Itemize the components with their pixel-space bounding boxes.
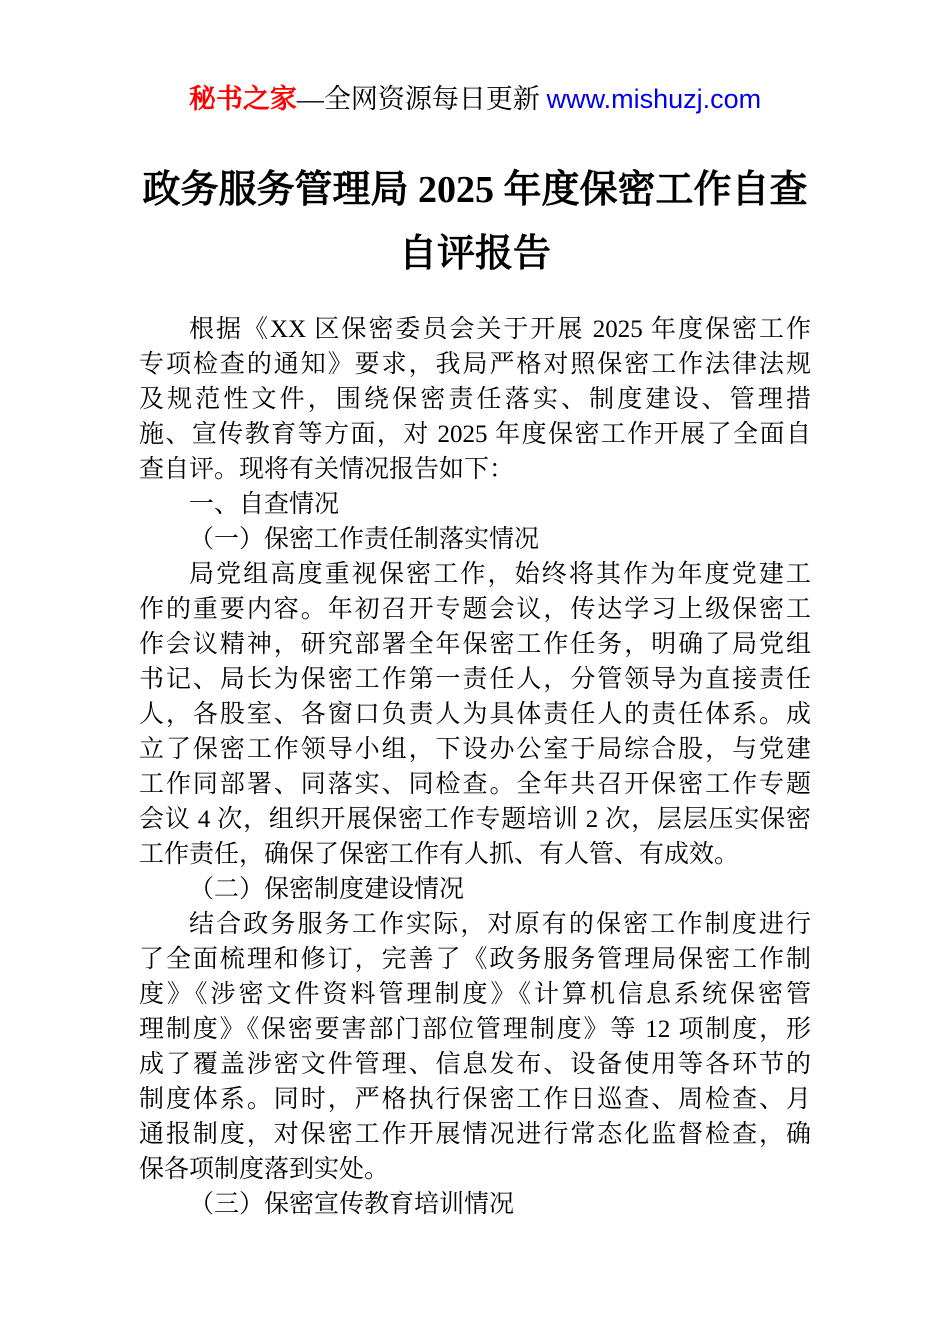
body-line: 会议 4 次，组织开展保密工作专题培训 2 次，层层压实保密	[139, 806, 811, 833]
body-line: 了全面梳理和修订，完善了《政务服务管理局保密工作制	[139, 946, 811, 973]
body-line: 作会议精神，研究部署全年保密工作任务，明确了局党组	[139, 631, 811, 658]
body-line: 施、宣传教育等方面，对 2025 年度保密工作开展了全面自	[139, 421, 811, 448]
body-line: 专项检查的通知》要求，我局严格对照保密工作法律法规	[139, 351, 811, 378]
document-title-line-2: 自评报告	[398, 233, 551, 275]
body-line: 人，各股室、各窗口负责人为具体责任人的责任体系。成	[139, 701, 811, 728]
document-title	[0, 158, 950, 286]
site-brand-text: 秘书之家	[188, 84, 297, 114]
body-line: 立了保密工作领导小组，下设办公室于局综合股，与党建	[139, 736, 811, 763]
site-tagline-text: —全网资源每日更新	[296, 84, 547, 114]
body-line: 度》《涉密文件资料管理制度》《计算机信息系统保密管	[139, 981, 811, 1008]
body-line: 制度体系。同时，严格执行保密工作日巡查、周检查、月	[139, 1086, 811, 1113]
body-line: 查自评。现将有关情况报告如下：	[139, 456, 515, 483]
document-body	[139, 312, 811, 1222]
section-heading: （一）保密工作责任制落实情况	[189, 526, 540, 553]
body-line: 工作同部署、同落实、同检查。全年共召开保密工作专题	[139, 771, 811, 798]
body-line: 理制度》《保密要害部门部位管理制度》等 12 项制度，形	[139, 1016, 811, 1043]
body-line: 根据《XX 区保密委员会关于开展 2025 年度保密工作	[189, 316, 811, 343]
site-url-link[interactable]: www.mishuzj.com	[546, 84, 762, 114]
body-line: 通报制度，对保密工作开展情况进行常态化监督检查，确	[139, 1121, 811, 1148]
body-line: 结合政务服务工作实际，对原有的保密工作制度进行	[189, 911, 811, 938]
body-line: 局党组高度重视保密工作，始终将其作为年度党建工	[189, 561, 811, 588]
body-line: 及规范性文件，围绕保密责任落实、制度建设、管理措	[139, 386, 811, 413]
section-heading: （二）保密制度建设情况	[189, 876, 465, 903]
body-line: 书记、局长为保密工作第一责任人，分管领导为直接责任	[139, 666, 811, 693]
body-line: 成了覆盖涉密文件管理、信息发布、设备使用等各环节的	[139, 1051, 811, 1078]
body-line: 作的重要内容。年初召开专题会议，传达学习上级保密工	[139, 596, 811, 623]
site-header-banner	[0, 84, 950, 114]
body-line: 保各项制度落到实处。	[139, 1156, 390, 1183]
section-heading: 一、自查情况	[189, 491, 340, 518]
body-line: 工作责任，确保了保密工作有人抓、有人管、有成效。	[139, 841, 740, 868]
section-heading: （三）保密宣传教育培训情况	[189, 1191, 515, 1218]
document-title-line-1: 政务服务管理局 2025 年度保密工作自查	[142, 169, 808, 211]
